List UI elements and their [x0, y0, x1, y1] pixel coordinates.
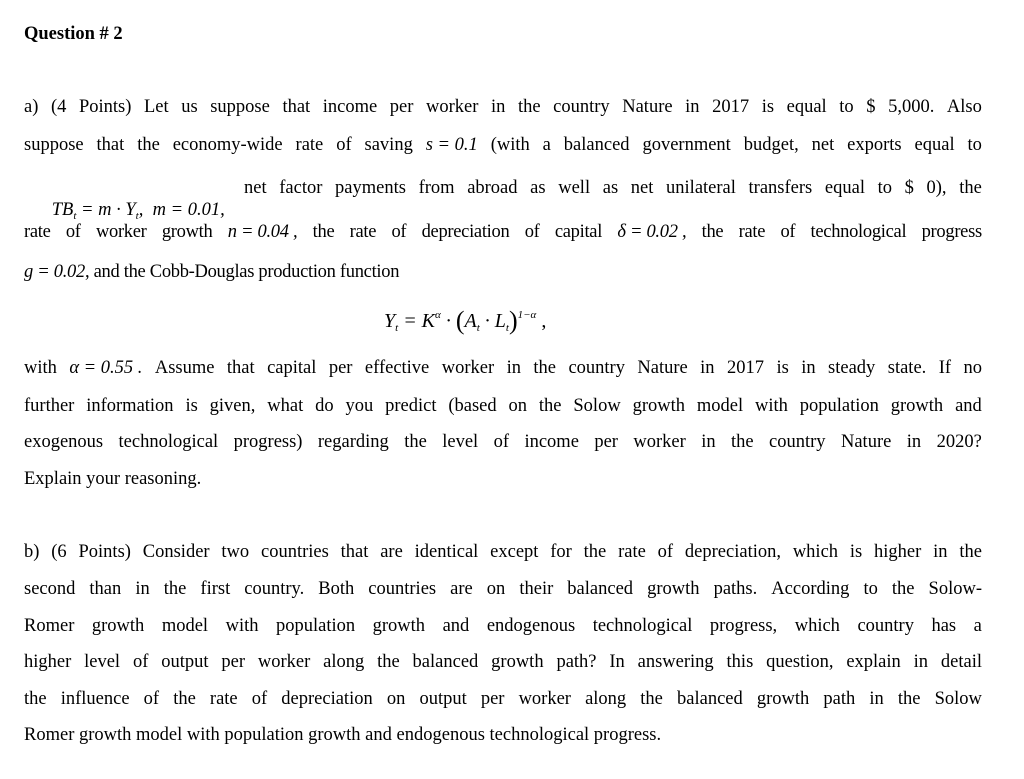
word: level	[84, 652, 121, 672]
word: to	[967, 135, 982, 155]
word: α = 0.55 .	[69, 358, 143, 378]
word: detail	[940, 652, 982, 672]
word: regarding	[317, 432, 389, 452]
word: Both	[318, 579, 355, 599]
word: on	[508, 396, 528, 416]
word: is	[185, 396, 198, 416]
word: depreciation	[281, 689, 373, 709]
word: growth	[91, 616, 145, 636]
word: per	[594, 432, 618, 452]
word: net	[244, 178, 267, 198]
word: progress)	[233, 432, 303, 452]
word: country	[568, 358, 625, 378]
word: equal	[824, 178, 865, 198]
word: in	[685, 97, 700, 117]
cobb-douglas-formula: $Y_t = K^\alpha \cdot (A_t \cdot L_t)^{1-\alpha}$ ,	[384, 306, 547, 335]
word: suppose	[210, 97, 270, 117]
word: population	[799, 396, 879, 416]
word: a)	[24, 97, 39, 117]
word: paths.	[713, 579, 758, 599]
word: is	[761, 97, 775, 117]
word: growth	[632, 396, 685, 416]
part-a-line-2	[24, 134, 982, 156]
word: n = 0.04 ,	[227, 222, 298, 242]
word: which	[792, 542, 839, 562]
word: output	[161, 652, 209, 672]
word: exports	[847, 135, 902, 155]
word: the	[163, 579, 187, 599]
word: on	[486, 579, 506, 599]
word: in	[913, 652, 929, 672]
word: us	[181, 97, 198, 117]
word: population	[275, 616, 356, 636]
word: payments	[335, 178, 406, 198]
word: of	[132, 652, 149, 672]
word: per	[480, 689, 505, 709]
word: saving	[364, 135, 413, 155]
word: capital	[554, 222, 603, 242]
word: and	[955, 396, 982, 416]
word: higher	[874, 542, 922, 562]
word: with	[225, 616, 259, 636]
word: two	[221, 542, 250, 562]
word: technological	[592, 616, 693, 636]
word: depreciation,	[684, 542, 781, 562]
word: If	[938, 358, 952, 378]
word: of	[524, 222, 540, 242]
word: 2017	[727, 358, 764, 378]
word: balanced	[677, 689, 743, 709]
word: (4	[50, 97, 67, 117]
word: the	[312, 222, 335, 242]
word: worker	[441, 358, 495, 378]
word: is	[776, 358, 789, 378]
word: equal	[914, 135, 955, 155]
word: in	[506, 358, 521, 378]
word: on	[386, 689, 406, 709]
word: growth	[491, 652, 544, 672]
word: to	[839, 97, 854, 117]
word: the	[959, 178, 982, 198]
word: Consider	[142, 542, 210, 562]
word: output	[419, 689, 467, 709]
part-a-line-8	[24, 431, 982, 453]
word: for	[550, 542, 572, 562]
word: Let	[143, 97, 169, 117]
word: to	[863, 579, 878, 599]
word: $	[904, 178, 914, 198]
word: and	[442, 616, 470, 636]
word: of	[336, 135, 352, 155]
word: a	[973, 616, 982, 636]
word: exogenous	[24, 432, 104, 452]
word: progress	[921, 222, 982, 242]
word: further	[24, 396, 75, 416]
word: that	[340, 542, 369, 562]
word: Nature	[840, 432, 892, 452]
part-a-line-9: Explain your reasoning.	[24, 469, 202, 489]
word: in	[490, 97, 506, 117]
word: growth	[890, 396, 944, 416]
word: capital	[267, 358, 317, 378]
word: you	[345, 396, 374, 416]
part-a-line-4	[24, 221, 982, 243]
word: rate	[349, 222, 377, 242]
word: that	[226, 358, 255, 378]
word: rate	[618, 542, 646, 562]
word: well	[558, 178, 591, 198]
word: per	[389, 97, 414, 117]
word: to	[877, 178, 892, 198]
word: balanced	[412, 652, 479, 672]
word: According	[771, 579, 850, 599]
word: than	[89, 579, 122, 599]
word: $	[866, 97, 876, 117]
word: question,	[766, 652, 834, 672]
word: 5,000.	[888, 97, 935, 117]
word: 2020?	[936, 432, 982, 452]
part-a-line-5	[24, 261, 399, 283]
word: Nature	[622, 97, 673, 117]
word: as	[602, 178, 619, 198]
word: of	[493, 432, 510, 452]
word: 2017	[712, 97, 750, 117]
part-b-line-3	[24, 615, 982, 637]
word: worker	[426, 97, 479, 117]
word: do	[315, 396, 334, 416]
word: net	[630, 178, 654, 198]
part-b-line-4	[24, 651, 982, 673]
word: answering	[637, 652, 714, 672]
word: the	[701, 222, 724, 242]
word: influence	[60, 689, 130, 709]
part-b-line-6: Romer growth model with population growth and endogenous technological progress.	[24, 725, 662, 745]
word: country.	[244, 579, 305, 599]
word: (6	[51, 542, 67, 562]
part-a-line-5-text: , and the Cobb-Douglas production function	[84, 262, 400, 282]
word: s = 0.1	[425, 135, 478, 155]
word: Assume	[154, 358, 215, 378]
word: country	[769, 432, 826, 452]
word: country	[553, 97, 610, 117]
word: income	[524, 432, 579, 452]
part-b-line-5	[24, 688, 982, 710]
word: countries	[368, 579, 437, 599]
word: explain	[846, 652, 901, 672]
word: effective	[364, 358, 430, 378]
word: with	[754, 396, 788, 416]
word: the	[891, 579, 915, 599]
word: of	[143, 689, 160, 709]
word: country	[857, 616, 914, 636]
word: steady	[828, 358, 876, 378]
word: budget,	[743, 135, 799, 155]
word: the	[377, 652, 400, 672]
word: in	[906, 432, 922, 452]
word: along	[323, 652, 365, 672]
word: Solow	[573, 396, 621, 416]
word: rate	[24, 222, 51, 242]
word: equal	[786, 97, 827, 117]
word: of	[251, 689, 268, 709]
word: first	[200, 579, 231, 599]
word: in	[801, 358, 816, 378]
word: 0),	[926, 178, 947, 198]
word: (with	[490, 135, 530, 155]
word: in	[869, 689, 884, 709]
word: of	[391, 222, 407, 242]
word: suppose	[24, 135, 84, 155]
word: as	[530, 178, 546, 198]
word: Solow	[934, 689, 982, 709]
word: path?	[556, 652, 597, 672]
word: their	[519, 579, 554, 599]
word: Solow-	[928, 579, 982, 599]
word: that	[282, 97, 311, 117]
part-a-line-7	[24, 395, 982, 417]
word: growth	[756, 689, 810, 709]
word: predict	[385, 396, 437, 416]
word: are	[380, 542, 403, 562]
word: growth	[372, 616, 426, 636]
word: model	[696, 396, 744, 416]
word: worker	[257, 652, 311, 672]
word: technological	[118, 432, 219, 452]
word: per	[221, 652, 245, 672]
word: in	[135, 579, 150, 599]
word: δ = 0.02 ,	[617, 222, 687, 242]
word: Romer	[24, 616, 75, 636]
word: that	[96, 135, 125, 155]
word: net	[811, 135, 835, 155]
word: worker	[95, 222, 147, 242]
word: are	[450, 579, 473, 599]
word: of	[65, 222, 81, 242]
word: in	[700, 358, 715, 378]
word: identical	[414, 542, 479, 562]
word: Points)	[78, 97, 132, 117]
word: Nature	[637, 358, 688, 378]
word: rate	[209, 689, 238, 709]
word: growth	[161, 222, 213, 242]
word: growth	[647, 579, 700, 599]
word: model	[161, 616, 209, 636]
word: factor	[279, 178, 323, 198]
word: transfers	[748, 178, 813, 198]
question-heading: Question # 2	[24, 24, 123, 44]
word: path	[823, 689, 856, 709]
word: the	[173, 689, 196, 709]
part-a-line-6	[24, 357, 982, 379]
word: the	[897, 689, 921, 709]
word: Also	[946, 97, 982, 117]
word: rate	[738, 222, 766, 242]
word: of	[780, 222, 796, 242]
word: level	[442, 432, 479, 452]
word: in	[701, 432, 716, 452]
word: the	[533, 358, 556, 378]
word: this	[726, 652, 754, 672]
word: unilateral	[666, 178, 736, 198]
word: the	[137, 135, 160, 155]
word: In	[609, 652, 625, 672]
word: the	[404, 432, 427, 452]
word: of	[657, 542, 674, 562]
word: (based	[448, 396, 497, 416]
word: b)	[24, 542, 40, 562]
word: has	[931, 616, 957, 636]
word: income	[322, 97, 378, 117]
word: balanced	[567, 579, 634, 599]
word: the	[24, 689, 47, 709]
word: a	[542, 135, 551, 155]
word: except	[490, 542, 539, 562]
word: with	[24, 358, 57, 378]
word: the	[640, 689, 663, 709]
word: countries	[260, 542, 329, 562]
word: no	[963, 358, 982, 378]
word: worker	[633, 432, 686, 452]
word: higher	[24, 652, 72, 672]
word: the	[583, 542, 607, 562]
part-a-line-1	[24, 96, 982, 118]
word: along	[585, 689, 627, 709]
word: rate	[295, 135, 324, 155]
word: balanced	[563, 135, 630, 155]
part-b-line-2	[24, 578, 982, 600]
word: progress,	[709, 616, 778, 636]
word: given,	[209, 396, 256, 416]
word: what	[267, 396, 304, 416]
word: which	[794, 616, 840, 636]
word: in	[933, 542, 948, 562]
word: technological	[810, 222, 907, 242]
trade-balance-formula: $TB_t = m \cdot Y_t$, m = 0.01,	[51, 200, 225, 222]
word: the	[959, 542, 982, 562]
word: state.	[887, 358, 927, 378]
word: information	[86, 396, 174, 416]
word: abroad	[467, 178, 518, 198]
word: government	[642, 135, 731, 155]
word: Points)	[78, 542, 131, 562]
word: from	[418, 178, 455, 198]
word: endogenous	[486, 616, 576, 636]
part-b-line-1	[24, 541, 982, 563]
word: per	[328, 358, 353, 378]
growth-rate-g: g = 0.02	[24, 262, 85, 282]
word: the	[538, 396, 562, 416]
word: the	[731, 432, 754, 452]
word: the	[517, 97, 541, 117]
word: worker	[518, 689, 571, 709]
word: economy-wide	[172, 135, 283, 155]
word: depreciation	[421, 222, 510, 242]
word: is	[849, 542, 863, 562]
word: second	[24, 579, 76, 599]
